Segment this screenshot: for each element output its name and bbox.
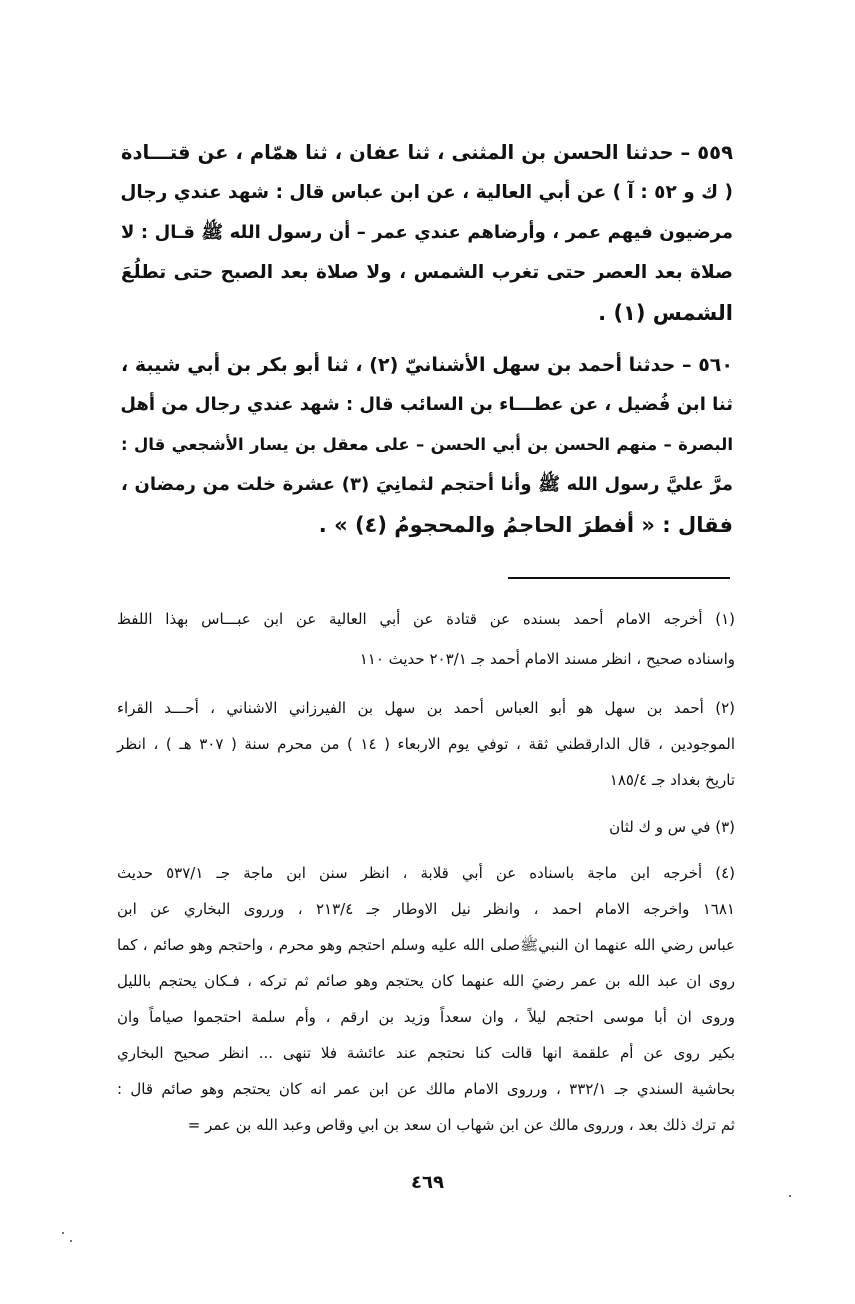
main-text-line: مرَّ عليَّ رسول الله ﷺ وأنا أحتجم لثمانِيَ (٣) عشرة خلت من رمضان ، — [121, 474, 733, 495]
footnote-line: الموجودين ، قال الدارقطني ثقة ، توفي يوم الاربعاء ( ١٤ ) من محرم سنة ( ٣٠٧ هـ ) ، انظر — [117, 735, 736, 753]
main-text-line: ( ك و ٥٢ : آ ) عن أبي العالية ، عن ابن عباس قال : شهد عندي رجال — [120, 182, 733, 203]
footnote-line: (٣) في س و ك لثان — [609, 818, 735, 836]
scan-speck — [789, 1195, 791, 1197]
main-text-line: صلاة بعد العصر حتى تغرب الشمس ، ولا صلاة بعد الصبح حتى تطلُعَ — [121, 262, 733, 283]
footnote-line: وروى ان أبا موسى احتجم ليلاً ، وان سعداً وزيد بن ارقم ، وأم سلمة احتجموا صياماً وان — [117, 1008, 735, 1026]
main-text-line: فقال : « أفطرَ الحاجمُ والمحجومُ (٤) » . — [318, 513, 733, 537]
footnote-line: ثم ترك ذلك بعد ، ورروى مالك عن ابن شهاب ان سعد بن ابي وقاص وعبد الله بن عمر = — [187, 1116, 735, 1134]
scan-speck — [70, 1240, 72, 1242]
footnote-line: روى ان عبد الله بن عمر رضيَ الله عنهما كان يحتجم وهو صائم ثم تركه ، فـكان يحتجم بالليل — [117, 972, 735, 990]
main-text-line: البصرة – منهم الحسن بن أبي الحسن – على معقل بن يسار الأشجعي قال : — [121, 435, 733, 454]
footnote-line: (١) أخرجه الامام أحمد بسنده عن قتادة عن أبي العالية عن ابن عبـــاس بهذا اللفظ — [117, 610, 735, 628]
footnote-line: ١٦٨١ واخرجه الامام احمد ، وانظر نيل الاوطار جـ ٢١٣/٤ ، ورروى البخاري عن ابن — [117, 900, 735, 918]
footnote-line: تاريخ بغداد جـ ١٨٥/٤ — [609, 771, 735, 789]
main-text-line: مرضيون فيهم عمر ، وأرضاهم عندي عمر – أن رسول الله ﷺ قـال : لا — [121, 222, 733, 243]
main-text-line: ٥٥٩ – حدثنا الحسن بن المثنى ، ثنا عفان ، ثنا همّام ، عن قتـــادة — [121, 141, 733, 164]
main-text-line: ٥٦٠ – حدثنا أحمد بن سهل الأشنانيّ (٢) ، ثنا أبو بكر بن أبي شيبة ، — [121, 354, 733, 376]
scan-speck — [62, 1232, 64, 1234]
footnote-line: واسناده صحيح ، انظر مسند الامام أحمد جـ ٢٠٣/١ حديث ١١٠ — [359, 650, 735, 668]
footnote-line: بكير روى عن أم علقمة انها قالت كنا نحتجم عند عائشة فلا تنهى ... انظر صحيح البخاري — [117, 1044, 735, 1062]
main-text-line: الشمس (١) . — [598, 301, 733, 325]
footnote-line: عباس رضي الله عنهما ان النبيﷺصلى الله عليه وسلم احتجم وهو محرم ، واحتجم وهو صائم ، كما — [117, 936, 735, 954]
footnote-separator — [508, 577, 730, 579]
page-number: ٤٦٩ — [411, 1172, 444, 1193]
footnote-line: (٢) أحمد بن سهل هو أبو العباس أحمد بن سهل بن الفيرزاني الاشناني ، أحـــد القراء — [117, 699, 735, 717]
footnote-line: بحاشية السندي جـ ٣٣٢/١ ، ورروى الامام مالك عن ابن عمر انه كان يحتجم وهو صائم قال : — [117, 1080, 735, 1098]
main-text-line: ثنا ابن فُضيل ، عن عطـــاء بن السائب قال : شهد عندي رجال من أهل — [120, 394, 733, 415]
footnote-line: (٤) أخرجه ابن ماجة باسناده عن أبي قلابة ، انظر سنن ابن ماجة جـ ٥٣٧/١ حديث — [117, 864, 735, 882]
